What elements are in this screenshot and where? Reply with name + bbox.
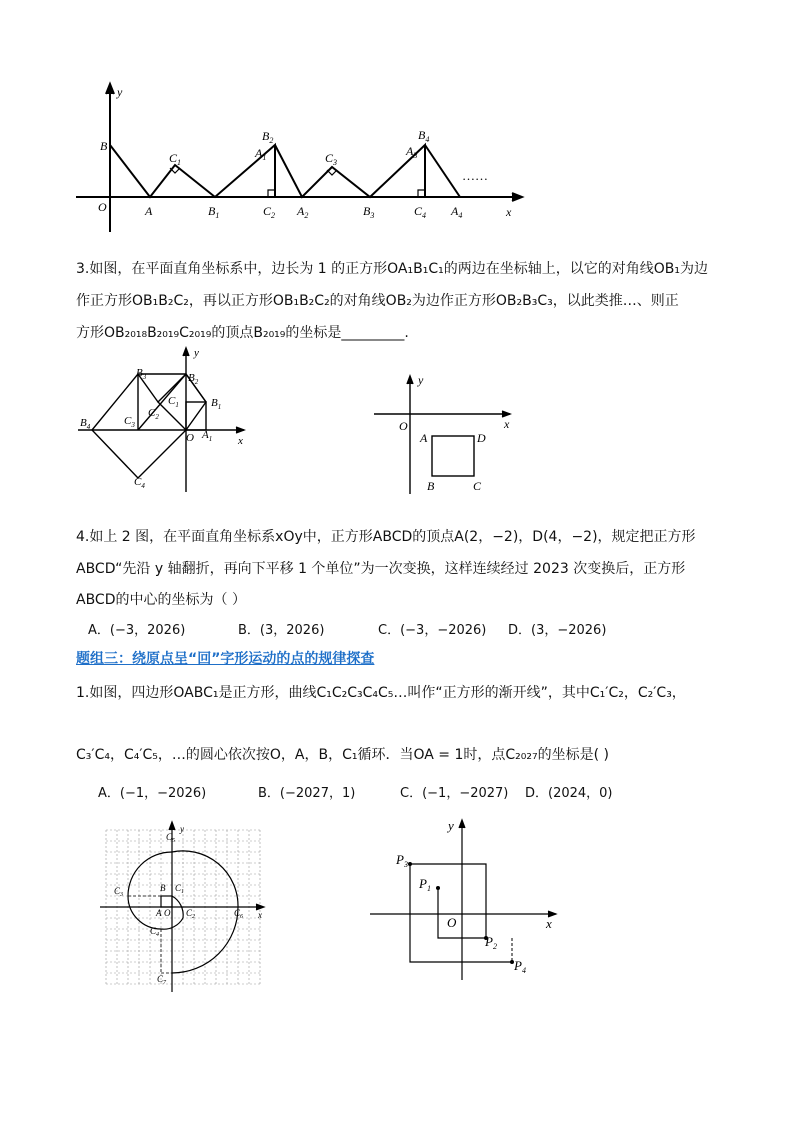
q1-option-c[interactable]: C．(−1，−2027)	[400, 786, 509, 801]
square-diagonal-figure	[78, 344, 258, 494]
y-axis-label: y	[117, 85, 123, 99]
label-B: B	[100, 139, 108, 153]
q4-line-3: ABCD的中心的坐标为（ ）	[76, 592, 246, 608]
q3-line-3: 方形OB₂₀₁₈B₂₀₁₉C₂₀₁₉的顶点B₂₀₁₉的坐标是_________.	[76, 325, 409, 341]
label-A2: $A_2$	[297, 204, 309, 220]
sqfig-D: D	[477, 431, 486, 445]
q3fig-B1: $B_1$	[211, 397, 222, 411]
spiral-C4: $C_4$	[150, 926, 160, 938]
label-C2: $C_2$	[263, 204, 276, 220]
label-B4: $B_4$	[418, 128, 430, 144]
q1-option-d[interactable]: D．(2024，0)	[525, 786, 613, 801]
q3fig-B2: $B_2$	[188, 372, 199, 386]
label-B3: $B_3$	[363, 204, 375, 220]
pfig-P3: $P_3$	[396, 852, 408, 869]
pfig-P1: $P_1$	[419, 876, 431, 893]
q3fig-O: O	[186, 432, 194, 444]
q4-option-d[interactable]: D．(3，−2026)	[508, 623, 607, 638]
q3fig-C1: $C_1$	[168, 395, 179, 409]
q4-option-a[interactable]: A．(−3，2026)	[88, 623, 186, 638]
sqfig-O: O	[399, 419, 408, 433]
q3fig-B4: $B_4$	[80, 417, 91, 431]
label-C3: $C_3$	[325, 151, 338, 167]
p-spiral-figure	[368, 818, 560, 983]
pfig-y: y	[448, 818, 454, 833]
q3fig-B3: $B_3$	[136, 367, 147, 381]
label-A3: $A_3$	[406, 144, 418, 160]
q3-line-2: 作正方形OB₁B₂C₂，再以正方形OB₁B₂C₂的对角线OB₂为边作正方形OB₂B₃C₃，以此类推…、则正	[76, 293, 679, 309]
sqfig-C: C	[473, 479, 482, 493]
label-B2: $B_2$	[262, 129, 274, 145]
q3fig-C4: $C_4$	[134, 476, 145, 490]
label-O: O	[98, 200, 107, 214]
pfig-P2: $P_2$	[485, 934, 497, 951]
q3fig-C2: $C_2$	[148, 407, 159, 421]
q3fig-C3: $C_3$	[124, 415, 135, 429]
q1-option-a[interactable]: A．(−1，−2026)	[98, 786, 207, 801]
pfig-O: O	[447, 915, 457, 930]
q1-option-b[interactable]: B．(−2027，1)	[258, 786, 356, 801]
pfig-x: x	[546, 916, 552, 931]
label-A1: $A_1$	[255, 146, 267, 162]
label-B1: $B_1$	[208, 204, 220, 220]
section-heading: 题组三：绕原点呈“回”字形运动的点的规律探查	[76, 651, 375, 667]
spiral-C3: $C_3$	[114, 886, 124, 898]
label-A4: $A_4$	[451, 204, 463, 220]
q1-line-2: C₃′C₄，C₄′C₅，…的圆心依次按O，A，B，C₁循环．当OA = 1时，点C₂₀₂₇的坐标是( )	[76, 747, 609, 763]
q3fig-A1: $A_1$	[202, 429, 213, 443]
spiral-C6: $C_6$	[234, 908, 244, 920]
q4-option-c[interactable]: C．(−3，−2026)	[378, 623, 487, 638]
q4-line-1: 4.如上 2 图，在平面直角坐标系xOy中，正方形ABCD的顶点A(2，−2)，D(4，−2)，规定把正方形	[76, 529, 696, 545]
label-C4: $C_4$	[414, 204, 427, 220]
spiral-C7: $C_7$	[157, 974, 167, 986]
q3-line-1: 3.如图，在平面直角坐标系中，边长为 1 的正方形OA₁B₁C₁的两边在坐标轴上，以它的对角线OB₁为边	[76, 261, 708, 277]
spiral-y: y	[180, 824, 184, 834]
q1-options	[98, 782, 613, 801]
spiral-A: A	[156, 908, 162, 918]
spiral-O: O	[164, 908, 171, 918]
q4-line-2: ABCD“先沿 y 轴翻折，再向下平移 1 个单位”为一次变换，这样连续经过 2023 次变换后，正方形	[76, 561, 686, 577]
zigzag-figure	[70, 80, 530, 240]
sqfig-x: x	[504, 417, 510, 431]
x-axis-label: x	[506, 205, 512, 219]
ellipsis: ……	[462, 168, 488, 183]
q4-option-b[interactable]: B．(3，2026)	[238, 623, 325, 638]
label-C1: $C_1$	[169, 151, 182, 167]
spiral-x: x	[258, 910, 262, 920]
spiral-C5: $C_5$	[166, 832, 176, 844]
q1-line-1: 1.如图，四边形OABC₁是正方形，曲线C₁C₂C₃C₄C₅…叫作“正方形的渐开线”，其中C₁′C₂，C₂′C₃，	[76, 685, 686, 701]
square-abcd-figure	[370, 372, 520, 497]
pfig-P4: $P_4$	[514, 958, 526, 975]
sqfig-y: y	[418, 373, 424, 387]
spiral-B: B	[160, 883, 166, 893]
q3fig-x: x	[238, 435, 243, 447]
label-A: A	[145, 204, 153, 218]
spiral-C1: $C_1$	[175, 883, 185, 895]
q3fig-y: y	[194, 347, 199, 359]
sqfig-A: A	[420, 431, 428, 445]
involute-figure	[100, 820, 275, 995]
sqfig-B: B	[427, 479, 435, 493]
spiral-C2: $C_2$	[186, 908, 196, 920]
q4-options	[88, 619, 606, 638]
